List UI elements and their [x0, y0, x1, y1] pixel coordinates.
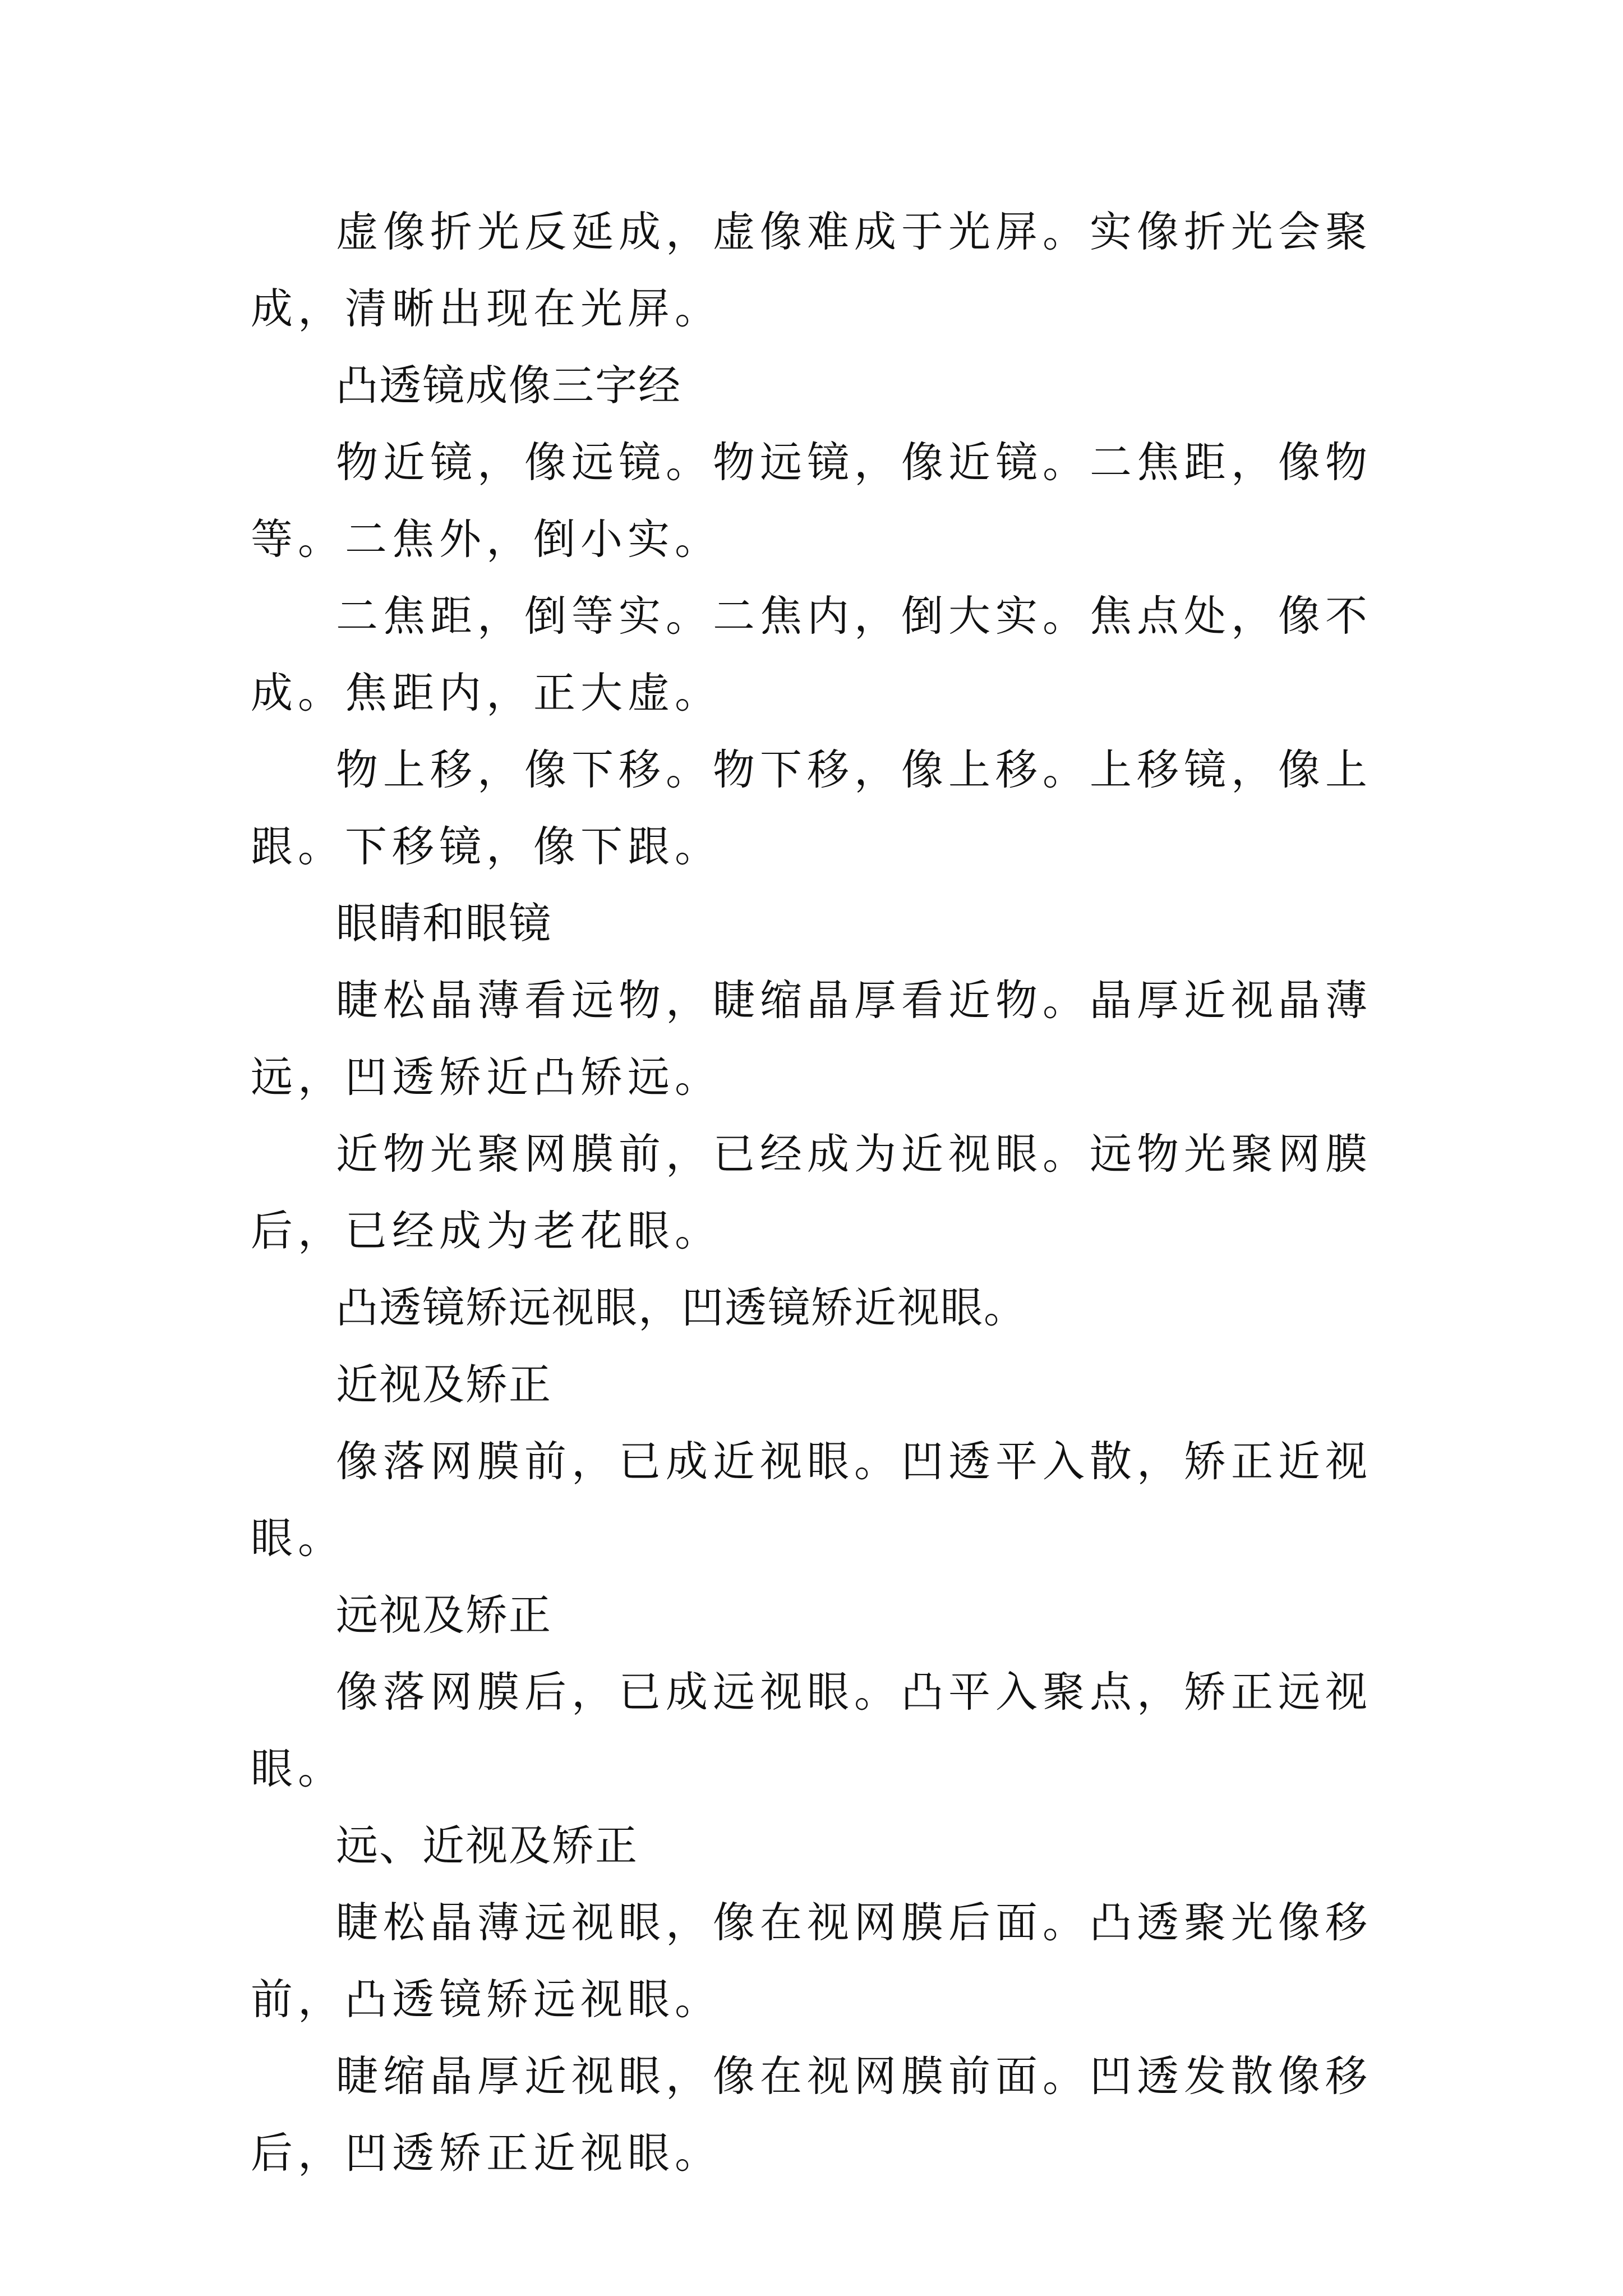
paragraph-focal-rules: 二焦距，倒等实。二焦内，倒大实。焦点处，像不成。焦距内，正大虚。: [251, 591, 1373, 717]
heading-convex-lens-rhyme: 凸透镜成像三字经: [336, 361, 682, 410]
heading-hyperopia-correction: 远视及矫正: [336, 1590, 552, 1640]
heading-both-corrections: 远、近视及矫正: [336, 1821, 639, 1870]
paragraph-focus-position: 近物光聚网膜前，已经成为近视眼。远物光聚网膜后，已经成为老花眼。: [251, 1129, 1373, 1255]
paragraph-lens-correction: 凸透镜矫远视眼，凹透镜矫近视眼。: [336, 1283, 1027, 1332]
paragraph-lens-thickness: 睫松晶薄看远物，睫缩晶厚看近物。晶厚近视晶薄远，凹透矫近凸矫远。: [251, 976, 1373, 1102]
paragraph-hyperopia-detail: 睫松晶薄远视眼，像在视网膜后面。凸透聚光像移前，凸透镜矫远视眼。: [251, 1898, 1373, 2024]
paragraph-myopia-detail: 睫缩晶厚近视眼，像在视网膜前面。凹透发散像移后，凹透矫正近视眼。: [251, 2051, 1373, 2178]
heading-myopia-correction: 近视及矫正: [336, 1360, 552, 1409]
paragraph-myopia: 像落网膜前，已成近视眼。凹透平入散，矫正近视眼。: [251, 1437, 1373, 1563]
document-body: [251, 194, 1395, 2192]
paragraph-movement-rules: 物上移，像下移。物下移，像上移。上移镜，像上跟。下移镜，像下跟。: [251, 745, 1373, 871]
heading-eyes-glasses: 眼睛和眼镜: [336, 899, 552, 948]
paragraph-virtual-real-image: 虚像折光反延成，虚像难成于光屏。实像折光会聚成，清晰出现在光屏。: [251, 207, 1373, 333]
paragraph-object-distance: 物近镜，像远镜。物远镜，像近镜。二焦距，像物等。二焦外，倒小实。: [251, 438, 1373, 564]
paragraph-hyperopia: 像落网膜后，已成远视眼。凸平入聚点，矫正远视眼。: [251, 1667, 1373, 1793]
